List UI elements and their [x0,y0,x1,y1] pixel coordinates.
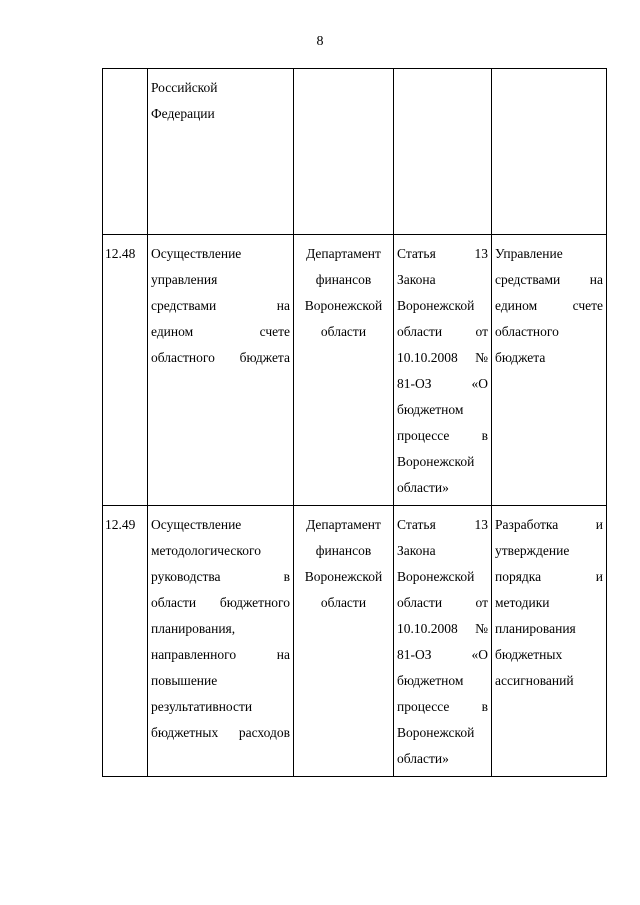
basis-line: области» [397,751,449,766]
function-line: методики [495,595,550,610]
authority-line: области [320,595,367,610]
activity-cell [148,235,294,506]
function-line: бюджета [495,350,546,365]
activity-line: едином счете [151,324,290,339]
activity-line: направленного на [151,647,290,662]
table-row [103,69,607,235]
basis-line: бюджетном [397,673,464,688]
authority-line: области [320,324,367,339]
function-line: едином счете [495,298,603,313]
basis-cell [394,69,492,235]
function-line: утверждение [495,543,570,558]
basis-line: 81-ОЗ «О [397,647,488,662]
activity-line: областного бюджета [151,350,290,365]
function-cell [492,69,607,235]
authority-cell [294,69,394,235]
function-line: областного [495,324,559,339]
basis-line: Статья 13 [397,246,488,261]
activity-cell [148,69,294,235]
function-line: Управление [495,246,563,261]
basis-line: области от [397,595,488,610]
authority-line: финансов [315,543,372,558]
function-line: Разработка и [495,517,603,532]
basis-line: 10.10.2008 № [397,621,488,636]
basis-cell [394,235,492,506]
basis-line: Воронежской [397,725,475,740]
authority-cell [294,235,394,506]
activity-line: планирования, [151,621,236,636]
activity-line: методологического [151,543,261,558]
authority-line: Воронежской [304,298,383,313]
authority-cell [294,506,394,777]
basis-line: Статья 13 [397,517,488,532]
authority-line: Департамент [306,517,381,532]
function-cell [492,506,607,777]
activity-line: Российской [151,80,218,95]
row-number-cell: 12.49 [103,506,148,777]
row-number-cell [103,69,148,235]
basis-line: области от [397,324,488,339]
basis-line: Закона [397,543,436,558]
activity-cell [148,506,294,777]
basis-line: Закона [397,272,436,287]
activity-line: области бюджетного [151,595,290,610]
activity-line: повышение [151,673,218,688]
basis-line: процессе в [397,428,488,443]
activity-line: руководства в [151,569,290,584]
authority-line: финансов [315,272,372,287]
authority-line: Департамент [306,246,381,261]
function-line: средствами на [495,272,603,287]
basis-cell [394,506,492,777]
activity-line: Федерации [151,106,215,121]
basis-line: области» [397,480,449,495]
basis-line: Воронежской [397,454,475,469]
page-number: 8 [316,34,324,49]
basis-line: Воронежской [397,569,475,584]
function-cell [492,235,607,506]
basis-line: Воронежской [397,298,475,313]
activity-line: средствами на [151,298,290,313]
basis-line: бюджетном [397,402,464,417]
function-line: ассигнований [495,673,574,688]
table-row [103,235,607,506]
basis-line: процессе в [397,699,488,714]
function-line: порядка и [495,569,603,584]
activity-line: результативности [151,699,253,714]
basis-line: 10.10.2008 № [397,350,488,365]
authority-line: Воронежской [304,569,383,584]
activity-line: управления [151,272,218,287]
regulation-table [102,68,607,777]
activity-line: Осуществление [151,517,242,532]
table-row [103,506,607,777]
row-number-cell: 12.48 [103,235,148,506]
activity-line: бюджетных расходов [151,725,290,740]
activity-line: Осуществление [151,246,242,261]
function-line: бюджетных [495,647,563,662]
basis-line: 81-ОЗ «О [397,376,488,391]
function-line: планирования [495,621,576,636]
